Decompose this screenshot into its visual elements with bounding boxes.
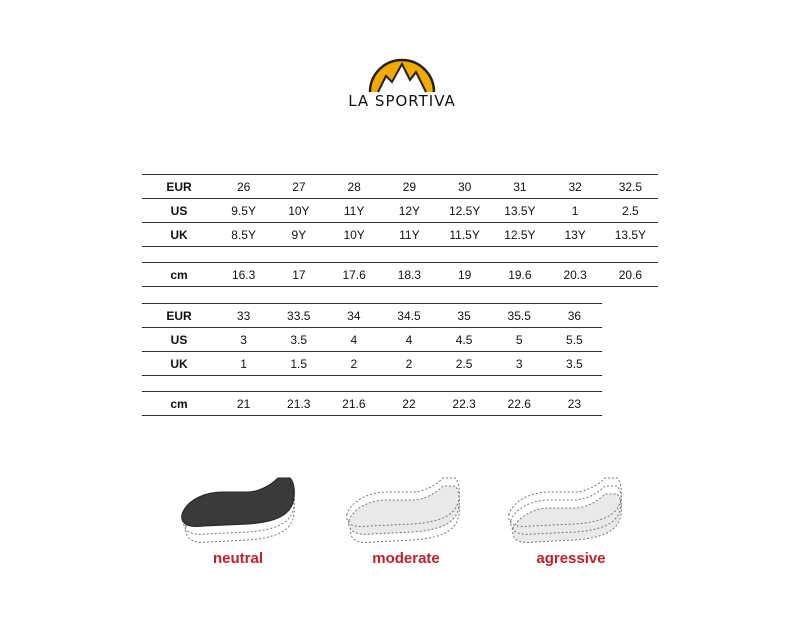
table-spacer-row xyxy=(142,247,658,263)
table-cell: 30 xyxy=(437,175,492,199)
table-row-eur xyxy=(142,304,602,328)
row-label: UK xyxy=(142,223,216,247)
neutral-shoe-icon xyxy=(178,474,302,546)
table-cell: 4 xyxy=(326,328,381,352)
table-cell: 1.5 xyxy=(271,352,326,376)
table-cell: 3 xyxy=(492,352,547,376)
table-cell: 2 xyxy=(381,352,436,376)
table-cell: 1 xyxy=(548,199,603,223)
table-cell: 33 xyxy=(216,304,271,328)
size-table-1 xyxy=(142,174,658,287)
brand-logo xyxy=(340,58,464,118)
fit-label-aggressive: agressive xyxy=(536,550,606,567)
mountain-logo-icon xyxy=(368,58,436,94)
table-cell: 11Y xyxy=(327,199,382,223)
moderate-shoe-icon xyxy=(343,474,467,546)
spacer-cell xyxy=(142,247,658,263)
table-row-uk xyxy=(142,352,602,376)
table-cell: 17 xyxy=(271,263,326,287)
table-row-us xyxy=(142,199,658,223)
table-cell: 5.5 xyxy=(547,328,602,352)
table-cell: 21 xyxy=(216,392,271,416)
row-label: US xyxy=(142,199,216,223)
row-label: cm xyxy=(142,392,216,416)
spacer-cell xyxy=(142,376,602,392)
table-cell: 16.3 xyxy=(216,263,271,287)
table-cell: 2.5 xyxy=(603,199,658,223)
table-cell: 19.6 xyxy=(492,263,547,287)
table-cell: 26 xyxy=(216,175,271,199)
table-row-uk xyxy=(142,223,658,247)
table-cell: 2 xyxy=(326,352,381,376)
table-cell: 27 xyxy=(271,175,326,199)
table-cell: 17.6 xyxy=(327,263,382,287)
aggressive-shoe-icon xyxy=(505,474,629,546)
table-cell: 10Y xyxy=(327,223,382,247)
table-cell: 18.3 xyxy=(382,263,437,287)
table-row-eur xyxy=(142,175,658,199)
table-cell: 32 xyxy=(548,175,603,199)
table-cell: 34.5 xyxy=(381,304,436,328)
table-cell: 1 xyxy=(216,352,271,376)
table-cell: 32.5 xyxy=(603,175,658,199)
table-cell: 5 xyxy=(492,328,547,352)
table-cell: 9Y xyxy=(271,223,326,247)
table-cell: 21.6 xyxy=(326,392,381,416)
table-cell: 21.3 xyxy=(271,392,326,416)
table-spacer-row xyxy=(142,376,602,392)
table-cell: 23 xyxy=(547,392,602,416)
table-cell: 9.5Y xyxy=(216,199,271,223)
table-cell: 8.5Y xyxy=(216,223,271,247)
row-label: EUR xyxy=(142,304,216,328)
brand-name: LA SPORTIVA xyxy=(348,92,456,110)
table-cell: 35.5 xyxy=(492,304,547,328)
row-label: EUR xyxy=(142,175,216,199)
table-row-us xyxy=(142,328,602,352)
table-cell: 13.5Y xyxy=(492,199,547,223)
table-cell: 22.3 xyxy=(437,392,492,416)
fit-label-neutral: neutral xyxy=(212,550,263,567)
table-cell: 3.5 xyxy=(547,352,602,376)
table-cell: 20.3 xyxy=(548,263,603,287)
row-label: cm xyxy=(142,263,216,287)
table-cell: 3.5 xyxy=(271,328,326,352)
table-cell: 3 xyxy=(216,328,271,352)
table-cell: 33.5 xyxy=(271,304,326,328)
table-cell: 10Y xyxy=(271,199,326,223)
table-cell: 12.5Y xyxy=(437,199,492,223)
table-cell: 4 xyxy=(381,328,436,352)
table-cell: 12Y xyxy=(382,199,437,223)
table-cell: 20.6 xyxy=(603,263,658,287)
table-cell: 2.5 xyxy=(437,352,492,376)
row-label: UK xyxy=(142,352,216,376)
table-cell: 13.5Y xyxy=(603,223,658,247)
row-label: US xyxy=(142,328,216,352)
table-cell: 12.5Y xyxy=(492,223,547,247)
table-cell: 36 xyxy=(547,304,602,328)
table-row-cm xyxy=(142,263,658,287)
table-row-cm xyxy=(142,392,602,416)
fit-label-moderate: moderate xyxy=(372,550,440,567)
table-cell: 11Y xyxy=(382,223,437,247)
table-cell: 29 xyxy=(382,175,437,199)
table-cell: 11.5Y xyxy=(437,223,492,247)
table-cell: 31 xyxy=(492,175,547,199)
table-cell: 22 xyxy=(381,392,436,416)
table-cell: 35 xyxy=(437,304,492,328)
table-cell: 28 xyxy=(327,175,382,199)
table-cell: 22.6 xyxy=(492,392,547,416)
table-cell: 13Y xyxy=(548,223,603,247)
table-cell: 19 xyxy=(437,263,492,287)
size-table-2 xyxy=(142,303,602,416)
table-cell: 4.5 xyxy=(437,328,492,352)
table-cell: 34 xyxy=(326,304,381,328)
